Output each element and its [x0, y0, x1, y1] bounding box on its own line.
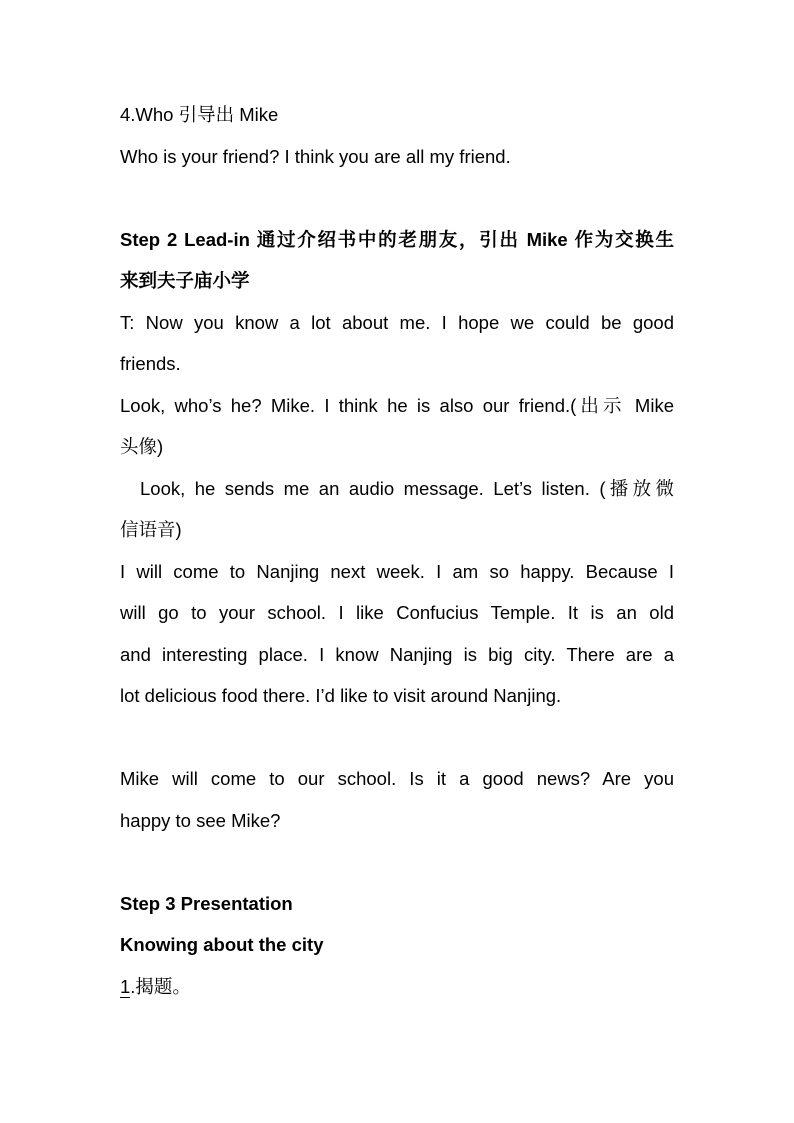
mike-school-line-continued: happy to see Mike?	[120, 809, 281, 831]
message-line-4: lot delicious food there. I’d like to visit around Nanjing.	[120, 685, 562, 706]
mike-school-line: Mike will come to our school. Is it a good news? Are you	[120, 768, 674, 789]
step3-heading: Step 3 Presentation	[120, 892, 293, 914]
document-page	[120, 94, 674, 1007]
look-line-mike-continued: 头像)	[120, 436, 164, 457]
item-1-text: .揭题。	[130, 975, 191, 997]
message-line-3: and interesting place. I know Nanjing is big city. There are a	[120, 643, 674, 665]
text-line-friend-question: Who is your friend? I think you are all my friend.	[120, 145, 511, 167]
teacher-line-continued: friends.	[120, 353, 181, 374]
message-line-2: will go to your school. I like Confucius Temple. It is an old	[120, 602, 674, 623]
item-1-reveal-topic	[120, 966, 674, 1008]
step2-heading: Step 2 Lead-in 通过介绍书中的老朋友，引出 Mike 作为交换生	[120, 228, 674, 250]
message-line-1: I will come to Nanjing next week. I am so happy. Because I	[120, 560, 674, 582]
text-line-who: 4.Who 引导出 Mike	[120, 104, 279, 125]
look-line-audio-continued: 信语音)	[120, 519, 182, 540]
knowing-heading: Knowing about the city	[120, 934, 324, 955]
blank-line	[120, 717, 674, 759]
blank-line	[120, 841, 674, 883]
look-line-mike: Look, who’s he? Mike. I think he is also our friend.(出示 Mike	[120, 394, 674, 416]
look-line-audio: Look, he sends me an audio message. Let’s listen. (播放微	[140, 477, 674, 499]
blank-line	[120, 177, 674, 219]
teacher-line: T: Now you know a lot about me. I hope we could be good	[120, 311, 674, 333]
step2-heading-continued: 来到夫子庙小学	[120, 270, 250, 291]
item-1-number: 1	[120, 975, 131, 997]
